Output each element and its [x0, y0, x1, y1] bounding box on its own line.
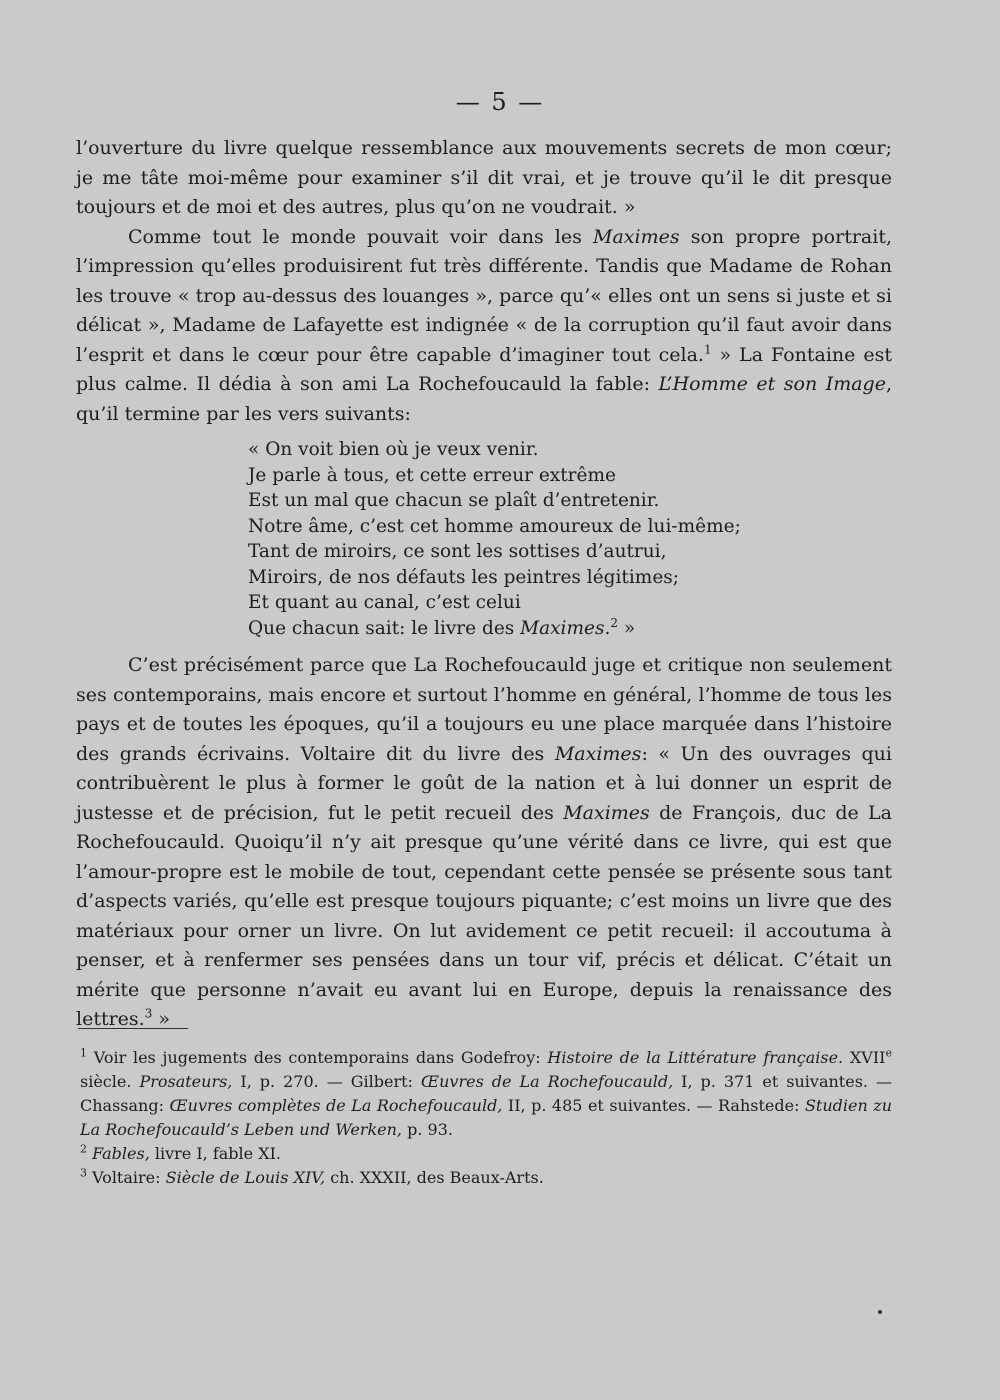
footnote-mark: 1	[80, 1046, 87, 1060]
fn1-text: p. 93.	[402, 1120, 453, 1139]
fn1-text: I, p. 270. — Gilbert:	[232, 1072, 421, 1091]
p3-text-g: »	[152, 1008, 171, 1030]
p3-italic-maximes: Maximes	[554, 742, 642, 765]
paragraph-2	[76, 223, 892, 430]
footnote-ref-1: 1	[703, 342, 712, 357]
verse-line: Tant de miroirs, ce sont les sottises d’autrui,	[248, 541, 667, 562]
fn3-text: ch. XXXII, des Beaux-Arts.	[325, 1168, 544, 1187]
fn1-text: I, p. 371 et suivantes. — Chassang:	[80, 1072, 892, 1115]
p3-text-c: : « Un des ouvrages qui contribuèrent le plus à former le goût de la nation et à lui donner un esprit de justesse et de précision, fut le petit recueil des	[76, 742, 892, 824]
p2-italic-maximes: Maximes	[593, 225, 680, 248]
verse-last-italic: Maximes.	[520, 617, 611, 639]
footnote-divider	[78, 1028, 188, 1029]
p2-text-c: son propre portrait, l’impression qu’elles produisirent fut très différente. Tandis que Madame de Rohan les trouve « trop au-dessus des louanges », parce qu’« elles ont un sens si juste et si délicat », Madame de Lafayette est indignée « de la corruption qu’il faut avoir dans l’esprit et dans le cœur pour être capable d’imaginer tout cela.	[76, 225, 893, 366]
fn1-text: XVII	[843, 1048, 886, 1067]
footnote-2	[80, 1142, 892, 1166]
verse-line: Miroirs, de nos défauts les peintres légitimes;	[248, 566, 680, 588]
p2-text-g: , qu’il termine par les vers suivants:	[76, 373, 892, 425]
p2-text-e: » La Fontaine est plus calme. Il dédia à son ami La Rochefoucauld la fable:	[76, 343, 892, 395]
verse-line: Est un mal que chacun se plaît d’entretenir.	[248, 490, 660, 511]
paragraph-3	[76, 651, 892, 1035]
p3-text-e: de François, duc de La Rochefoucauld. Quoiqu’il n’y ait presque qu’une vérité dans ce livre, qui est que l’amour-propre est le mobile de tout, cependant cette pensée se présente sous tant d’aspects variés, qu’elle est presque toujours piquante; c’est moins un livre que des matériaux pour orner un livre. On lut avidement ce petit recueil: il accoutuma à penser, et à renfermer ses pensées dans un tour vif, précis et délicat. C’était un mérite que personne n’avait eu avant lui en Europe, depuis la renaissance des lettres.	[76, 801, 892, 1030]
verse-line: Notre âme, c’est cet homme amoureux de lui-même;	[248, 515, 741, 537]
verse-last-text-a: Que chacun sait: le livre des	[248, 617, 521, 639]
verse-line: Et quant au canal, c’est celui	[248, 592, 521, 613]
fn1-italic: Prosateurs,	[139, 1072, 233, 1091]
fn1-text: II, p. 485 et suivantes. — Rahstede:	[502, 1096, 805, 1115]
footnotes	[80, 1046, 892, 1190]
verse-line: Je parle à tous, et cette erreur extrême	[248, 464, 616, 486]
footnote-3	[80, 1166, 892, 1190]
footnote-1	[80, 1046, 892, 1142]
fn3-text: Voltaire:	[92, 1168, 166, 1187]
fn3-italic: Siècle de Louis XIV,	[165, 1168, 326, 1187]
p3-italic-maximes-2: Maximes	[563, 801, 650, 824]
main-text	[76, 134, 892, 1035]
fn2-text: livre I, fable XI.	[149, 1144, 282, 1163]
page-number: — 5 —	[455, 88, 545, 116]
fn1-italic: Studien zu La Rochefoucauld’s Leben und Werken,	[80, 1096, 893, 1139]
p3-text-a: C’est précisément parce que La Rochefoucauld juge et critique non seulement ses contemporains, mais encore et surtout l’homme en général, l’homme de tous les pays et de toutes les époques, qu’il a toujours eu une place marquée dans l’histoire des grands écrivains. Voltaire dit du livre des	[76, 654, 892, 765]
verse-line-last	[248, 616, 892, 642]
paragraph-1: l’ouverture du livre quelque ressemblance aux mouvements secrets de mon cœur; je me tâte moi-même pour examiner s’il dit vrai, et je trouve qu’il le dit presque toujours et de moi et des autres, plus qu’on ne voudrait. »	[76, 137, 892, 218]
fn1-text: siècle.	[80, 1072, 140, 1091]
print-speck	[878, 1310, 882, 1314]
footnote-mark: 2	[80, 1142, 87, 1156]
verse-last-text-d: »	[617, 617, 636, 639]
footnote-ref-2: 2	[610, 615, 618, 630]
fn1-italic: Histoire de la Littérature française.	[547, 1048, 844, 1067]
verse-block	[248, 437, 892, 641]
p2-text-a: Comme tout le monde pouvait voir dans les	[128, 225, 593, 248]
fn1-text: Voir les jugements des contemporains dans Godefroy:	[93, 1048, 548, 1067]
fn2-italic: Fables,	[92, 1144, 150, 1163]
fn1-italic: Œuvres complètes de La Rochefoucauld,	[169, 1096, 503, 1115]
verse-line: « On voit bien où je veux venir.	[248, 439, 539, 460]
fn1-italic: Œuvres de La Rochefoucauld,	[420, 1072, 674, 1091]
footnote-mark: 3	[80, 1166, 87, 1180]
footnote-ref-3: 3	[144, 1006, 153, 1021]
p2-italic-fable-title: L’Homme et son Image	[658, 373, 886, 395]
fn1-superscript: e	[885, 1046, 892, 1060]
